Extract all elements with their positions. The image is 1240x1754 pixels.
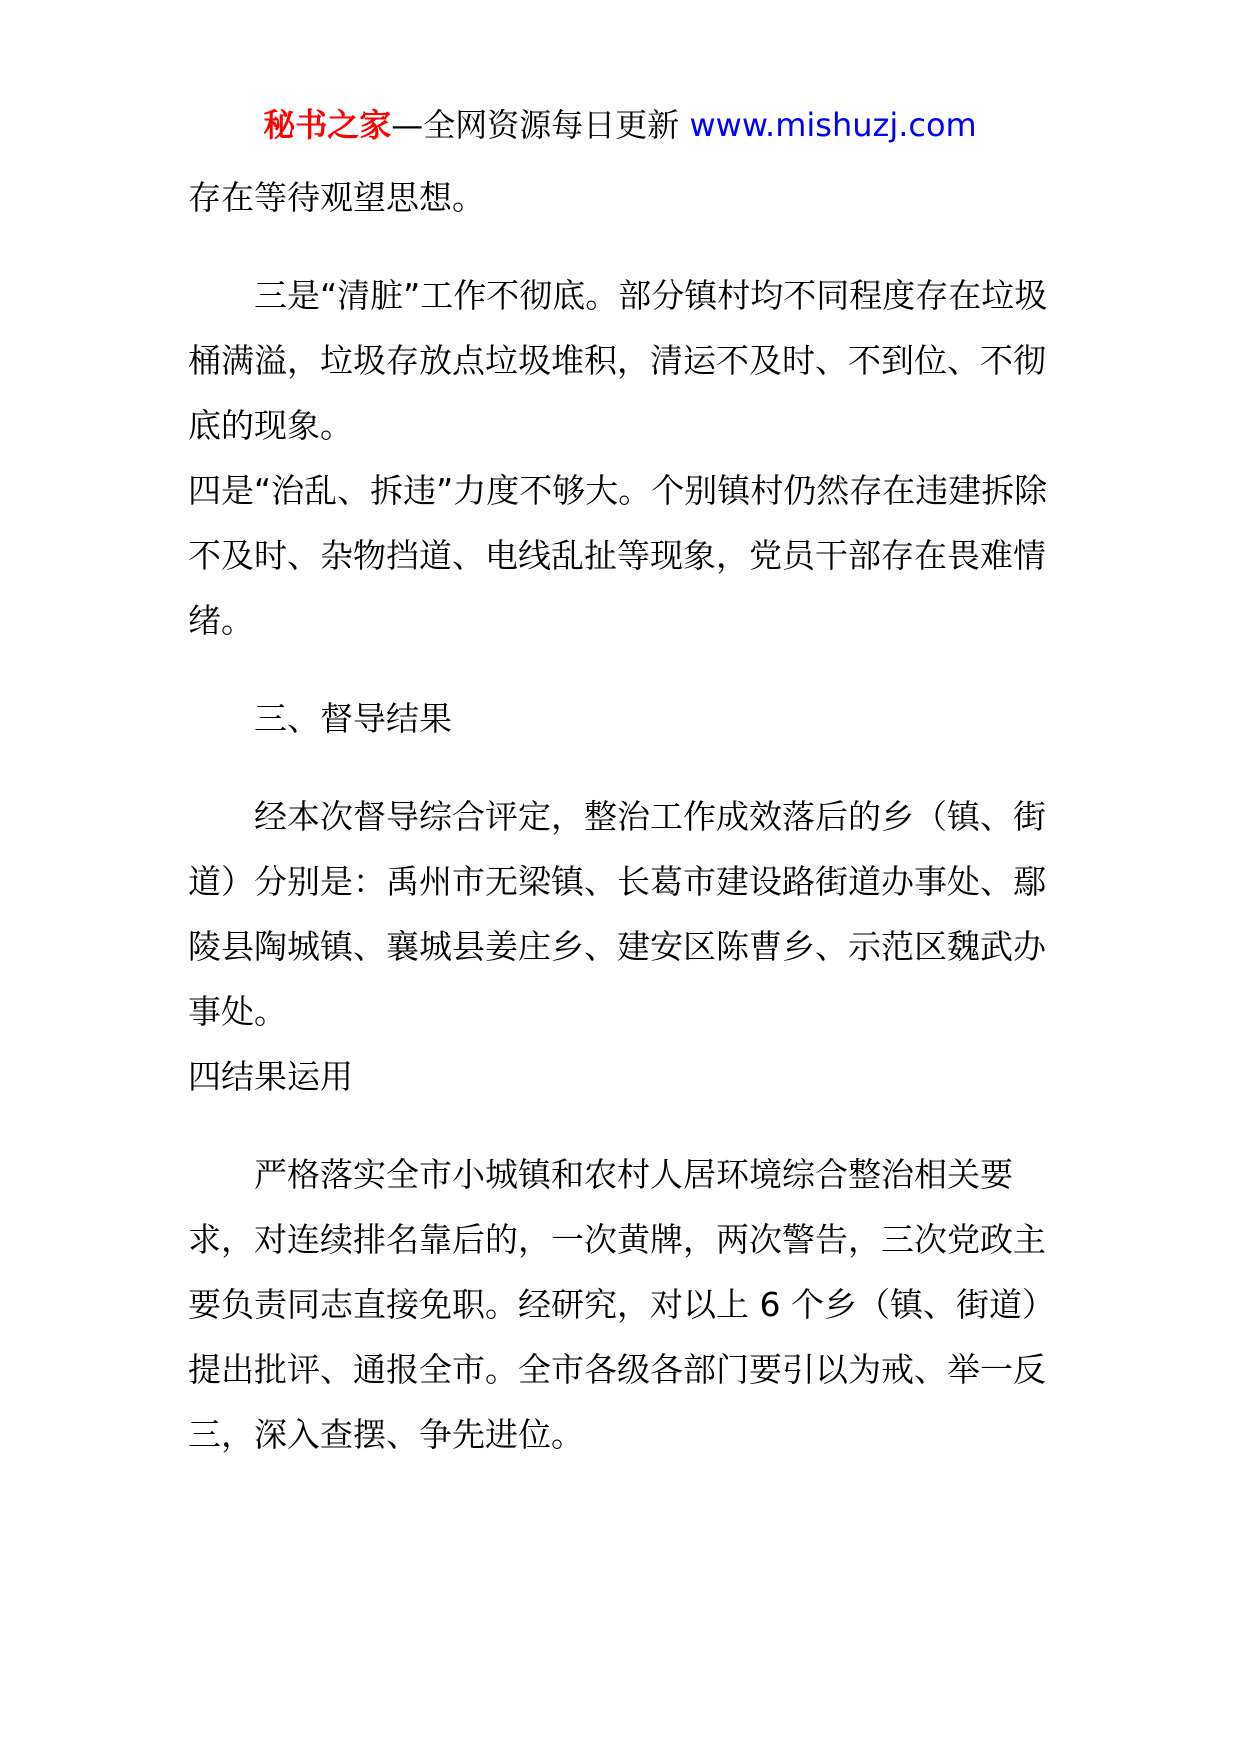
paragraph-continuation: 存在等待观望思想。 [188,178,485,217]
page-header [0,103,1240,147]
brand-name: 秘书之家 [263,106,392,144]
section-heading-application: 四结果运用 [188,1057,353,1096]
document-body [188,165,1058,1467]
paragraph-cleaning-issue: 三是“清脏”工作不彻底。部分镇村均不同程度存在垃圾桶满溢，垃圾存放点垃圾堆积，清运不及时、不到位、不彻底的现象。 [188,276,1048,445]
website-link[interactable]: www.mishuzj.com [689,106,977,144]
header-slogan: —全网资源每日更新 [391,106,690,144]
section-heading-results: 三、督导结果 [254,699,452,738]
paragraph-application: 严格落实全市小城镇和农村人居环境综合整治相关要求，对连续排名靠后的，一次黄牌，两次警告，三次党政主要负责同志直接免职。经研究，对以上 6 个乡（镇、街道）提出批评、通报全市。全市各级各部门要引以为戒、举一反三，深入查摆、争先进位。 [188,1155,1055,1454]
paragraph-results: 经本次督导综合评定，整治工作成效落后的乡（镇、街道）分别是：禹州市无梁镇、长葛市建设路街道办事处、鄢陵县陶城镇、襄城县姜庄乡、建安区陈曹乡、示范区魏武办事处。 [188,797,1046,1031]
paragraph-demolition-issue: 四是“治乱、拆违”力度不够大。个别镇村仍然存在违建拆除不及时、杂物挡道、电线乱扯等现象，党员干部存在畏难情绪。 [188,471,1048,640]
